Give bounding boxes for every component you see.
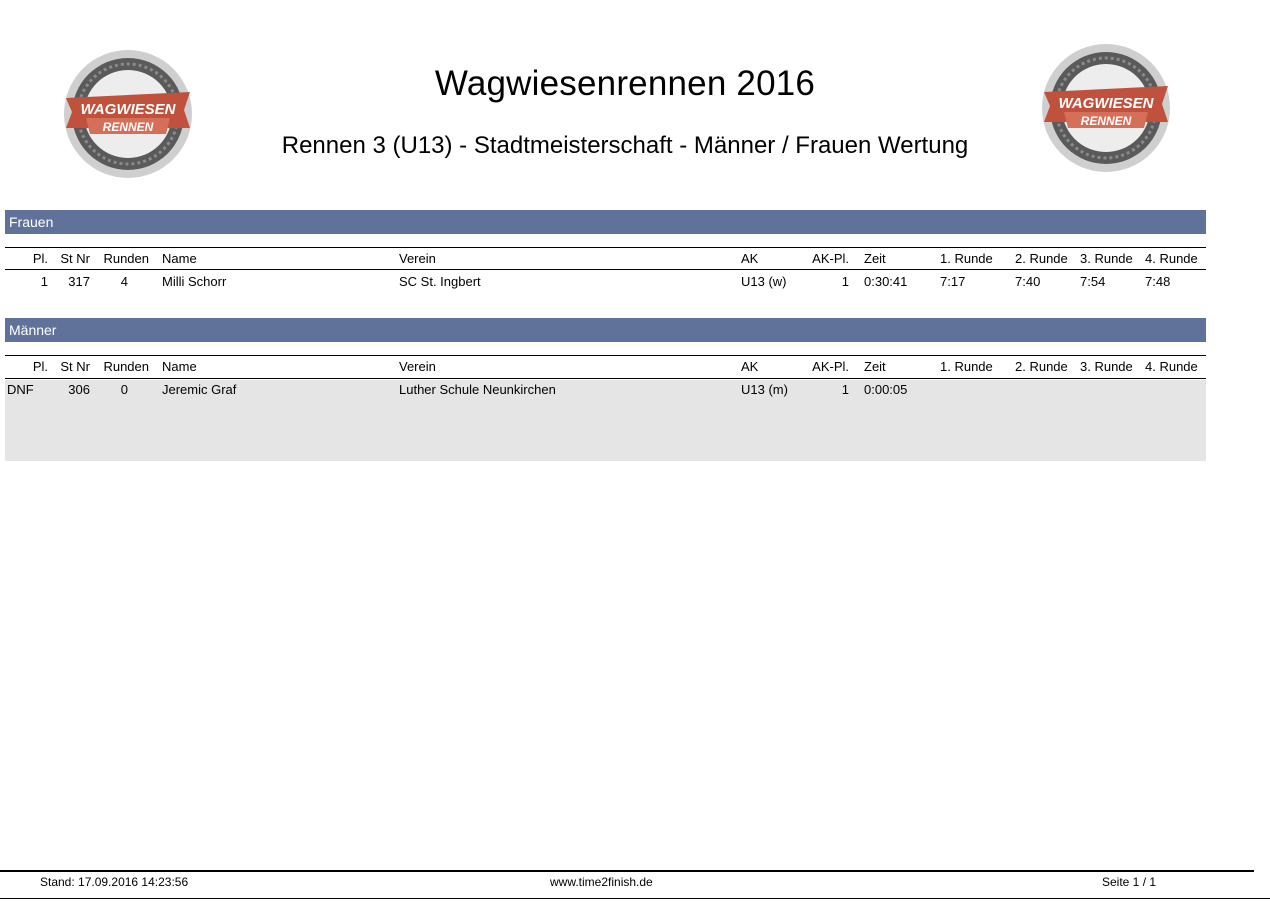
cell-verein: Luther Schule Neunkirchen	[399, 382, 556, 397]
footer-page-number: Seite 1 / 1	[1102, 875, 1157, 889]
logo-text-bottom: RENNEN	[102, 120, 154, 134]
col-header-verein: Verein	[399, 359, 436, 374]
cell-name: Jeremic Graf	[162, 382, 237, 397]
col-header-ak: AK	[741, 251, 759, 266]
table-top-rule	[5, 247, 1206, 248]
logo-text-top: WAGWIESEN	[1058, 95, 1154, 112]
col-header-stnr: St Nr	[60, 359, 90, 374]
footer-stand: Stand: 17.09.2016 14:23:56	[40, 875, 189, 889]
col-header-zeit: Zeit	[864, 251, 886, 266]
table-row	[5, 380, 1206, 400]
cell-pl: 1	[40, 274, 48, 289]
cell-stnr: 306	[68, 382, 90, 397]
cell-runden: 0	[120, 382, 128, 397]
col-header-stnr: St Nr	[60, 251, 90, 266]
col-header-r2: 2. Runde	[1015, 359, 1068, 374]
col-header-verein: Verein	[399, 251, 436, 266]
table-row	[5, 272, 1206, 292]
footer-bottom-rule	[0, 898, 1270, 899]
table-top-rule	[5, 355, 1206, 356]
logo-text-bottom: RENNEN	[1080, 114, 1132, 128]
col-header-akpl: AK-Pl.	[812, 251, 849, 266]
section-header-maenner: Männer	[5, 318, 1206, 342]
col-header-ak: AK	[741, 359, 759, 374]
footer-rule	[0, 870, 1254, 872]
cell-r1: 7:17	[940, 274, 966, 289]
cell-akpl: 1	[841, 382, 849, 397]
cell-stnr: 317	[68, 274, 90, 289]
col-header-name: Name	[162, 359, 197, 374]
col-header-r4: 4. Runde	[1145, 251, 1198, 266]
cell-zeit: 0:30:41	[864, 274, 908, 289]
col-header-runden: Runden	[103, 359, 149, 374]
cell-zeit: 0:00:05	[864, 382, 908, 397]
logo-text-top: WAGWIESEN	[80, 101, 176, 118]
cell-name: Milli Schorr	[162, 274, 227, 289]
col-header-r1: 1. Runde	[940, 251, 993, 266]
col-header-name: Name	[162, 251, 197, 266]
cell-verein: SC St. Ingbert	[399, 274, 481, 289]
cell-ak: U13 (w)	[741, 274, 787, 289]
col-header-zeit: Zeit	[864, 359, 886, 374]
table-header-row	[5, 357, 1206, 377]
col-header-r2: 2. Runde	[1015, 251, 1068, 266]
col-header-runden: Runden	[103, 251, 149, 266]
cell-r4: 7:48	[1145, 274, 1171, 289]
col-header-r4: 4. Runde	[1145, 359, 1198, 374]
col-header-pl: Pl.	[32, 251, 48, 266]
section-header-frauen: Frauen	[5, 210, 1206, 234]
table-header-rule	[5, 269, 1206, 270]
cell-pl: DNF	[7, 382, 34, 397]
footer-website: www.time2finish.de	[550, 875, 653, 889]
page-subtitle: Rennen 3 (U13) - Stadtmeisterschaft - Männer / Frauen Wertung	[281, 132, 969, 159]
table-header-row	[5, 249, 1206, 269]
cell-akpl: 1	[841, 274, 849, 289]
col-header-r3: 3. Runde	[1080, 359, 1133, 374]
cell-r2: 7:40	[1015, 274, 1041, 289]
col-header-r3: 3. Runde	[1080, 251, 1133, 266]
cell-ak: U13 (m)	[741, 382, 788, 397]
cell-r3: 7:54	[1080, 274, 1106, 289]
page-title: Wagwiesenrennen 2016	[434, 64, 816, 103]
col-header-akpl: AK-Pl.	[812, 359, 849, 374]
col-header-r1: 1. Runde	[940, 359, 993, 374]
table-header-rule	[5, 378, 1206, 379]
col-header-pl: Pl.	[32, 359, 48, 374]
cell-runden: 4	[120, 274, 128, 289]
